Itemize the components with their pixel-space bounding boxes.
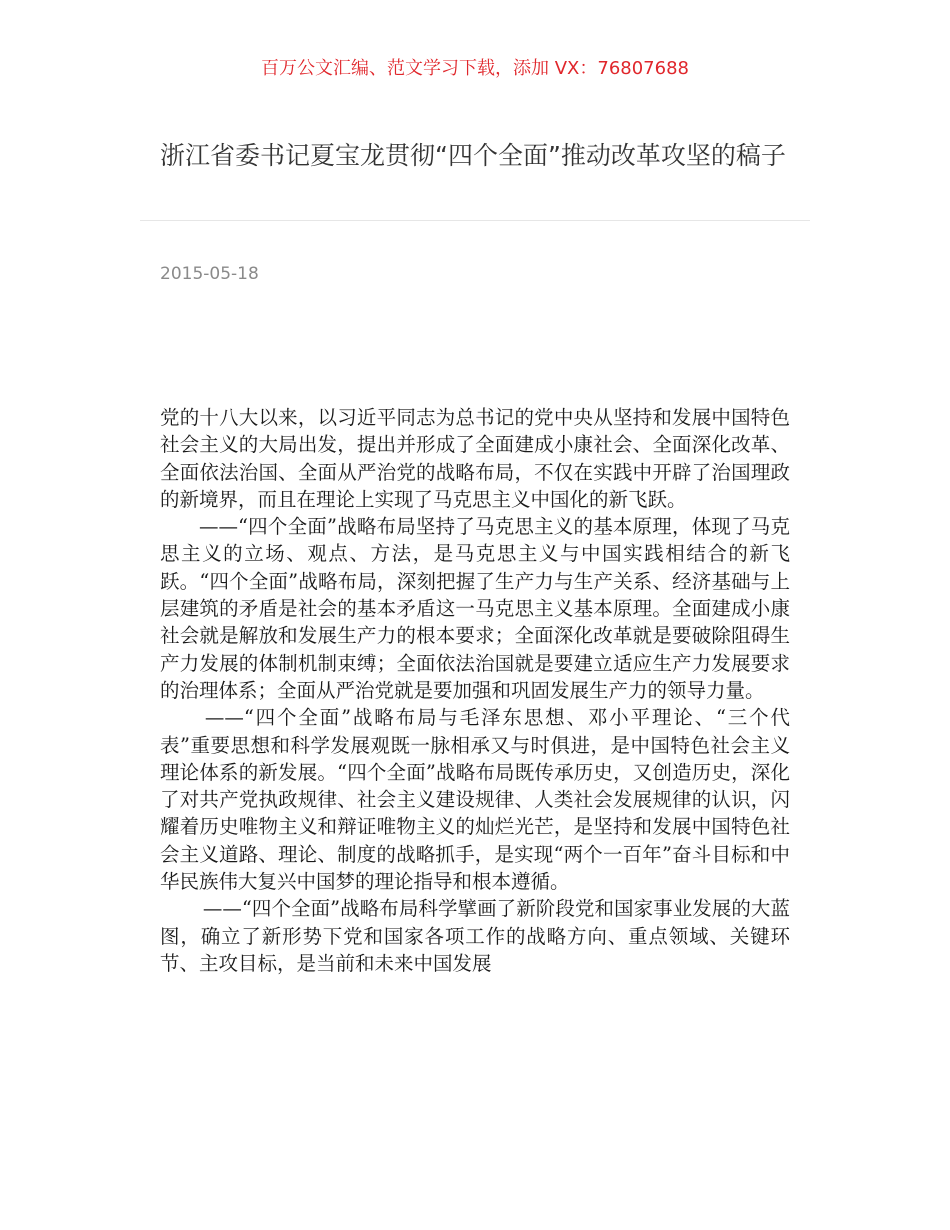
article-title: 浙江省委书记夏宝龙贯彻“四个全面”推动改革攻坚的稿子 xyxy=(160,141,786,170)
article-body xyxy=(160,404,790,977)
article-paragraph-3: ——“四个全面”战略布局与毛泽东思想、邓小平理论、“三个代表”重要思想和科学发展观既一脉相承又与时俱进，是中国特色社会主义理论体系的新发展。“四个全面”战略布局既传承历史，又创造历史，深化了对共产党执政规律、社会主义建设规律、人类社会发展规律的认识，闪耀着历史唯物主义和辩证唯物主义的灿烂光芒，是坚持和发展中国特色社会主义道路、理论、制度的战略抓手，是实现“两个一百年”奋斗目标和中华民族伟大复兴中国梦的理论指导和根本遵循。 xyxy=(160,706,790,894)
promo-banner: 百万公文汇编、范文学习下载，添加 VX：76807688 xyxy=(261,58,689,79)
article-paragraph-4: ——“四个全面”战略布局科学擘画了新阶段党和国家事业发展的大蓝图，确立了新形势下党和国家各项工作的战略方向、重点领域、关键环节、主攻目标，是当前和未来中国发展 xyxy=(160,897,790,975)
article-paragraph-1: 党的十八大以来，以习近平同志为总书记的党中央从坚持和发展中国特色社会主义的大局出发，提出并形成了全面建成小康社会、全面深化改革、全面依法治国、全面从严治党的战略布局，不仅在实践中开辟了治国理政的新境界，而且在理论上实现了马克思主义中国化的新飞跃。 xyxy=(160,406,790,511)
article-paragraph-2: ——“四个全面”战略布局坚持了马克思主义的基本原理，体现了马克思主义的立场、观点、方法，是马克思主义与中国实践相结合的新飞跃。“四个全面”战略布局，深刻把握了生产力与生产关系、经济基础与上层建筑的矛盾是社会的基本矛盾这一马克思主义基本原理。全面建成小康社会就是解放和发展生产力的根本要求；全面深化改革就是要破除阻碍生产力发展的体制机制束缚；全面依法治国就是要建立适应生产力发展要求的治理体系；全面从严治党就是要加强和巩固发展生产力的领导力量。 xyxy=(160,515,790,702)
title-divider xyxy=(140,220,810,221)
publish-date: 2015-05-18 xyxy=(160,264,259,284)
